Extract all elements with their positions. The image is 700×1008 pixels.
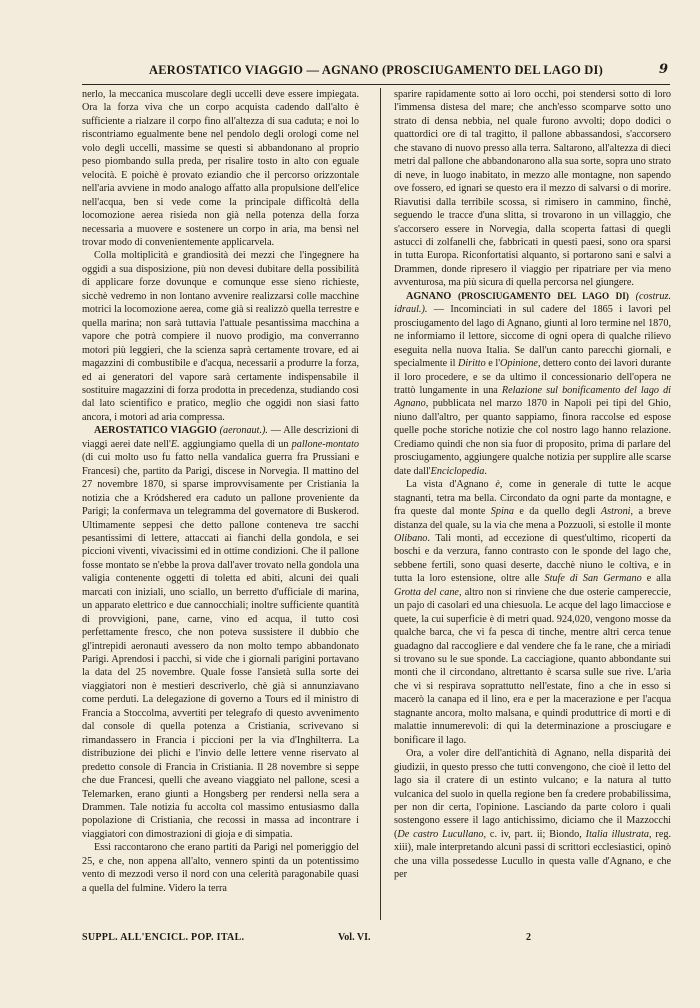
text-run: , come in generale di tutte le acque stagnanti, tetra ma bella. Circondato da ogni parte da montagne, e fra queste dal monte [394, 479, 671, 518]
text-run: Stufe di San Germano [544, 573, 642, 585]
footer-publication: SUPPL. ALL'ENCICL. POP. ITAL. [82, 932, 245, 943]
paragraph: Essi raccontarono che erano partiti da Parigi nel pomeriggio del 25, e che, non appena all'alto, vennero spinti da un potentissimo vento di mezzodì verso il nord con una celerità paragonabile quasi a quella del fulmine. Videro la terra [82, 842, 359, 894]
entry-subtitle: (PROSCIUGAMENTO DEL LAGO DI) [458, 290, 629, 301]
text-run: Italia illustrata [585, 828, 649, 840]
text-run: Olibano [394, 532, 428, 544]
text-run: . Tali monti, ad eccezione di quest'ultimo, ricoperti da boschi e da verzura, fanno contrasto con le sponde del lago che, sebbene fertili, sono quasi deserte, dacchè niuno le coltiva, e in tutta la loro estensione, oltre alle [394, 532, 671, 585]
text-run: Ora, a voler dire dell'antichità di Agnano, nella disparità dei giudizii, in questo presso che tutti convengono, che cioè il letto del lago sia il cratere di un estinto vulcano; e la natura al tutto vulcanica del suolo in quella regione ben fa credere probabilissima, per non dir certa, l'opinione. Lasciando da parte coloro i quali sostengono essere il lago antichissimo, diciamo che il Mazzocchi ( [394, 748, 671, 840]
column-divider [380, 88, 381, 920]
text-run: , pubblicata nel marzo 1870 in Napoli pei tipi del Ghio, niuno dall'altro, per quanto sappiamo, finora raccolse ed espose quelle poche storiche notizie che col nostro lago hanno relazione. Crediamo quindi che non sia fuor di proposito, prima di parlare del prosciugamento, aggiungere qualche notizia per supplire alle scarse date dall' [394, 398, 671, 477]
page-number: 9 [658, 62, 668, 77]
text-run: Enciclopedia [430, 465, 485, 477]
entry-tag: (costruz. idraul.). [394, 290, 671, 316]
paragraph-entry-agnano [394, 290, 671, 478]
text-run: , a breve distanza del quale, su la via che mena a Pozzuoli, si estolle il monte [394, 506, 671, 531]
entry-heading: AGNANO [406, 290, 452, 302]
text-run: e da quello degli [514, 506, 601, 518]
text-run: pallone-montato [291, 438, 359, 450]
entry-heading: AEROSTATICO VIAGGIO [94, 425, 217, 437]
text-run: — Alle descrizioni di viaggi aerei date nell' [82, 425, 359, 450]
text-run: , c. iv, part. ii; Biondo, [483, 828, 586, 840]
text-run: , dettero conto dei lavori durante il loro procedere, e se da ultimo il concessionario dell'opera ne trattò lungamente in una [394, 358, 671, 396]
text-run: Grotta del cane [394, 586, 459, 598]
text-run: . [484, 465, 487, 477]
text-run: è [495, 479, 500, 491]
paragraph [394, 747, 671, 882]
text-run: — Incominciati in sul cadere del 1865 i lavori pel prosciugamento del lago di Agnano, giunti al loro termine nel 1870, ne informiamo il lettore, siccome di ogni opera di qualche rilievo eseguita nella nuova Italia. Se dall'un canto parecchi giornali, e specialmente il [394, 304, 671, 370]
footer-volume: Vol. VI. [338, 932, 371, 943]
text-run: , altro non si rinviene che due osterie campereccie, un pajo di casolari ed una chiesuola. Le acque del lago limacciose e quete, la cui superficie è di metri quad. 924,020, vengono mosse da qualche barca, che vi fa pesca di tinche, mentre altri cerca tenue guadagno dal raccogliere e dal vendere che fa le rane, che a miriadi si trovano su le sue sponde. La cacciagione, quanto abbondante sui monti che il circondano, altrettanto è scarsa sulle sue rive. L'aria che vi si respirava soprattutto nell'estate, fino a che in esso si macerò la canapa ed il lino, era e per la macerazione e per l'acqua stagnante ancora, molto malsana, e quindi produttrice di morti e di malattie innumerevoli: di qui la determinazione a prosciugare e bonificare il lago. [394, 586, 671, 746]
text-run: Relazione sul bonificamento del lago di Agnano [394, 384, 671, 410]
header-title: AEROSTATICO VIAGGIO — AGNANO (PROSCIUGAMENTO DEL LAGO DI) [149, 63, 603, 77]
running-header [82, 62, 670, 85]
left-column [82, 88, 359, 920]
paragraph-entry-aerostatico [82, 424, 359, 841]
right-column [394, 88, 671, 920]
footer-signature: 2 [526, 932, 531, 943]
paragraph: nerlo, la meccanica muscolare degli uccelli deve essere impiegata. Ora la forza viva che un corpo acquista cadendo dall'alto è sufficiente a rialzare il corpo fino all'altezza di sua caduta; e noi lo riscontriamo egualmente bene nel pendolo degli orologi come nel volo degli uccelli, massime se questi si abbandonano al proprio peso piombando sulla preda, per risalire tosto in alto con eguale velocità. E poichè è provato eziandio che il percorso orizzontale nell'aria avviene in modo analogo affatto alla propulsione dell'elice nell'acqua, ben si vede come la principale difficoltà della locomozione aerea risieda non già nella potenza della forza necessaria a muovere e sostenere un corpo in aria, ma bensì nel trovar modo di convenientemente applicarvela. [82, 89, 359, 248]
page-footer [82, 932, 670, 948]
entry-tag: (aeronaut.). [219, 425, 268, 437]
text-run: , reg. xiii), male interpretando alcuni passi di scrittori ecclesiastici, opinò che una villa possedesse Lucullo in questa valle d'Agnano, e che per [394, 828, 671, 881]
text-run: e alla [641, 573, 671, 585]
text-run: Opinione [500, 358, 538, 370]
text-run: aggiungiamo quella di un [179, 438, 292, 450]
text-run: Diritto [457, 358, 486, 370]
text-run: Spina [490, 506, 514, 518]
paragraph: sparire rapidamente sotto ai loro occhi, poi stendersi sotto di loro l'immensa distesa del mare; che anch'esso scomparve sotto uno strato di densa nebbia, nel quale furono avvolti; dopo dodici o quattordici ore di tal tragitto, il pallone abbassandosi, s'accorsero che stavano di nuovo presso alla terra. Saltarono, all'altezza di dieci metri dal pallone che abbandonarono alla sua sorte, sopra uno strato di neve, in luogo inabitato, in mezzo alle montagne, non sapendo ove fossero, ed ignari se questo era il mezzo di salvarsi o di morire. Riavutisi dalla terribile scossa, si rimisero in cammino, finchè, seguendo le tracce d'una slitta, si trovarono in un villaggio, che s'accorsero essere in Norvegia, dalla scoperta fattasi di quegli astucci di zolfanelli che, fabbricati in questi paesi, sono ora sparsi in tutta Europa. Riconfortatisi alquanto, si portarono sani e salvi a Drammen, donde ripresero il viaggio per ripatriare per via meno avventurosa, ma più sicura di quella percorsa nel giungere. [394, 89, 671, 289]
paragraph: Colla moltiplicità e grandiosità dei mezzi che l'ingegnere ha oggidì a sua disposizione, più non devesi dubitare della possibilità di applicare forze dovunque e comunque esse sieno richieste, sicchè vedremo in non lontano avvenire realizzarsi colle macchine motrici la locomozione aerea, come già si realizzò quella terrestre e quella marina; non sarà tuttavia l'attuale pesantissima macchina a vapore che potrà compiere il nuovo prodigio, ma converranno motori più leggieri, che la scienza saprà certamente trovare, ed ai magazzini di combustibile e d'acqua, necessarii a produrre la forza, ed ai generatori del vapore sarà certamente indispensabile il sostituire magazzini di forza prodotta in precedenza, studiando così dal lato scientifico e pratico, meglio che oggidì non siasi fatto ancora, i motori ad aria compressa. [82, 250, 359, 423]
text-run: De castro Lucullano [397, 828, 484, 840]
text-run: E. [170, 438, 180, 450]
text-run: La vista d'Agnano [406, 479, 496, 491]
paragraph [394, 478, 671, 747]
text-run: e l' [485, 358, 501, 370]
text-run: (di cui molto uso fu fatto nella vandalica guerra fra Prussiani e Francesi) che, partito da Parigi, discese in Norvegia. Il mattino del 27 novembre 1870, si sparse improvvisamente per Cristiania la notizia che a Kródshered era caduto un pallone proveniente da Parigi; la confermava un telegramma del governatore di Buskerod. Ultimamente seppesi che detto pallone conteneva tre sacchi pesantissimi di lettere, attaccati ai fianchi della gondola, e sei piccioni viventi, vivacissimi ed in ottime condizioni. Che il pallone fosse montato se n'ebbe la prova dall'aver trovato nella gondola una valigia contenente oggetti di toletta ed abiti, alcuni dei quali marcati con iniziali, uno sciallo, un berretto d'ufficiale di marina, un apparato elettrico e due cannocchiali; inoltre sufficiente quantità di provvigioni, pane, carne, vino ed acqua, il tutto così perfettamente fresco, che non poteva sussistere il dubbio che gl'intrepidi aeronauti avessero da non molto tempo abbandonato Parigi. Aprendosi i pacchi, si vide che i giornali parigini portavano la data del 25 novembre. Quale fosse l'ansietà sulla sorte dei viaggiatori non è mestieri descriverlo, chè già si annunziavano come perduti. La delegazione di governo a Tours ed il ministro di Francia a Stoccolma, avvertiti per telegrafo di questo avvenimento dal console di quella potenza a Cristiania, scrivevano si rimandassero in Francia i piccioni per la via d'Inghilterra. La distribuzione dei plichi e l'invio delle lettere venne riservato al predetto console di Francia in Cristiania. Il 28 novembre si seppe che due Francesi, quelli che aveano viaggiato nel pallone, scesi a Telemarken, erano giunti a Hongsberg per rendersi nella sera a Drammen. Tale notizia fu accolta col massimo entusiasmo dalla popolazione di Cristiania, che recossi in massa ad incontrare i viaggiatori con dimostrazioni di gioja e di simpatia. [82, 452, 359, 840]
text-run: Astroni [600, 506, 631, 518]
